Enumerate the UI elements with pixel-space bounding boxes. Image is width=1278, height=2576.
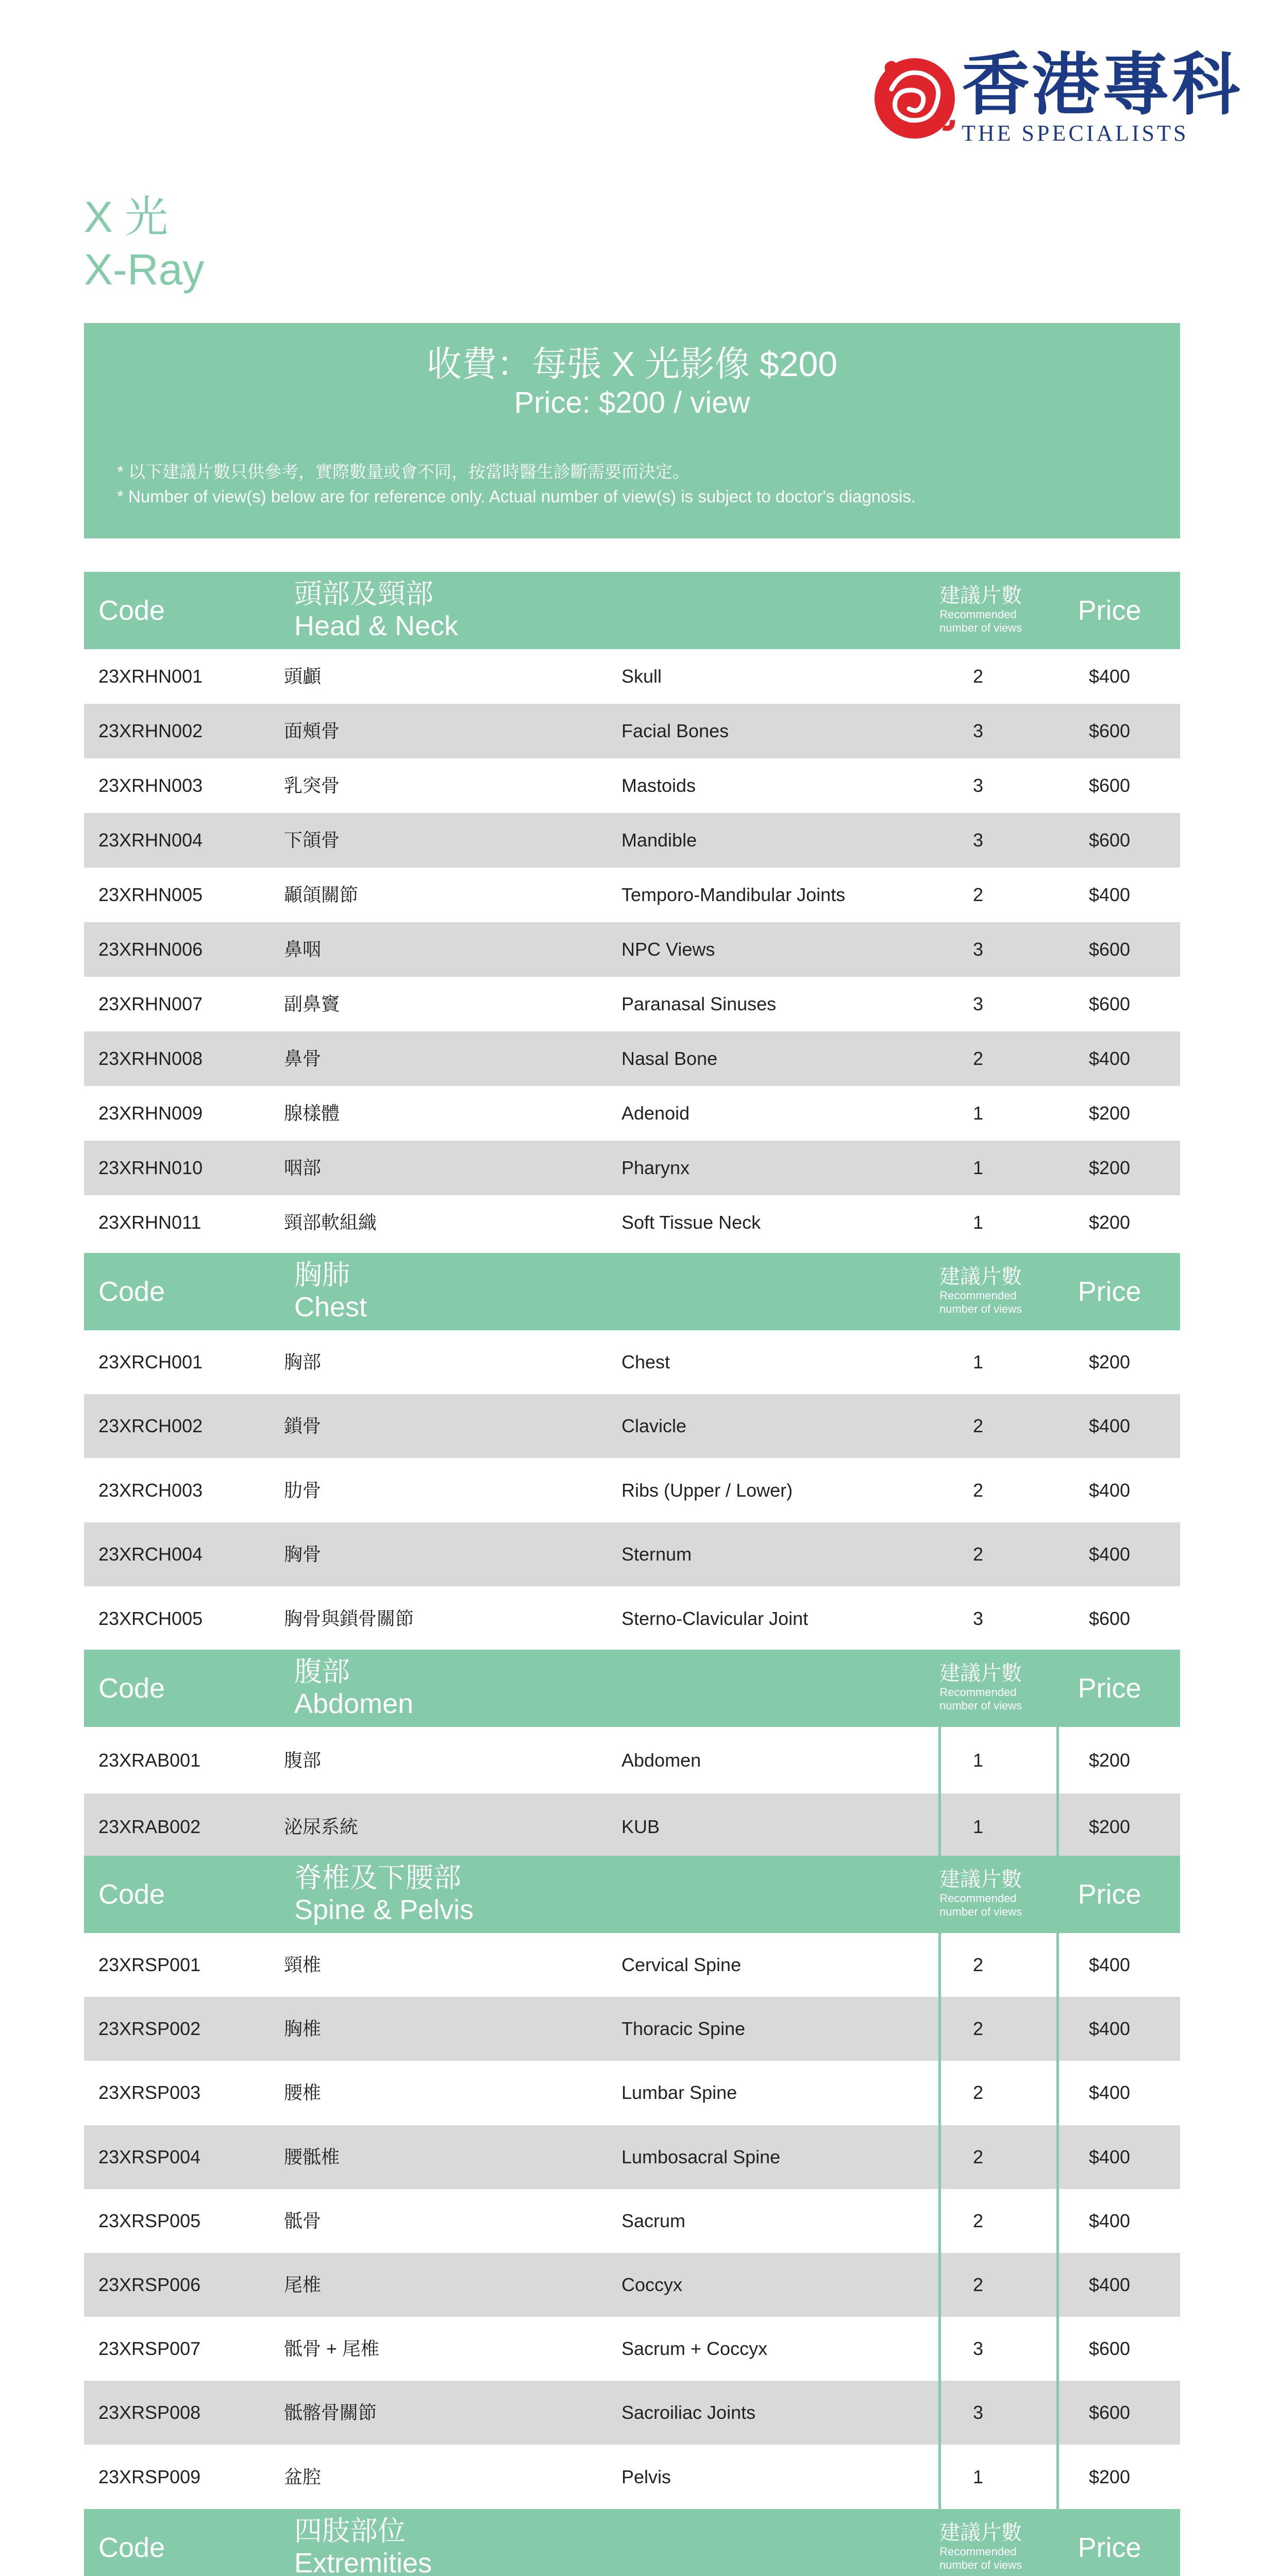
table-row (84, 2253, 1180, 2317)
row-english-name: Coccyx (621, 2274, 683, 2295)
row-code: 23XRCH003 (98, 1480, 203, 1501)
row-views: 1 (972, 1816, 984, 1837)
row-chinese-name: 盆腔 (284, 2466, 322, 2487)
row-chinese-name: 鼻骨 (284, 1048, 322, 1069)
row-code: 23XRHN006 (98, 939, 203, 960)
row-price: $600 (1088, 720, 1131, 741)
row-code: 23XRCH005 (98, 1608, 203, 1629)
page-title-chinese: X 光 (84, 193, 169, 241)
row-price: $600 (1088, 2402, 1131, 2423)
row-english-name: KUB (621, 1816, 660, 1837)
code-column-header: Code (98, 2532, 165, 2563)
views-header-chinese: 建議片數 (939, 1868, 1022, 1891)
row-chinese-name: 頭顱 (284, 666, 322, 687)
section-title-chinese: 脊椎及下腰部 (294, 1862, 461, 1893)
row-code: 23XRHN004 (98, 829, 203, 851)
logo-english-name: THE SPECIALISTS (962, 121, 1189, 146)
views-column-header (939, 1264, 1022, 1316)
row-code: 23XRSP008 (98, 2402, 201, 2423)
logo-chinese-name: 香港專科 (962, 45, 1242, 125)
row-views: 3 (972, 720, 984, 741)
views-column-header (939, 1661, 1022, 1713)
row-price: $400 (1088, 2082, 1131, 2103)
price-divider-line (1056, 1727, 1059, 1856)
row-views: 2 (972, 884, 984, 905)
row-code: 23XRHN007 (98, 993, 203, 1014)
row-english-name: Paranasal Sinuses (621, 993, 777, 1014)
section-header (84, 572, 1180, 649)
section-header (84, 2509, 1180, 2576)
row-views: 3 (972, 2402, 984, 2423)
views-header-english-1: Recommended (939, 1892, 1017, 1905)
row-code: 23XRAB002 (98, 1816, 201, 1837)
row-english-name: Sterno-Clavicular Joint (621, 1608, 809, 1629)
row-code: 23XRHN011 (98, 1212, 201, 1233)
page-title-english: X-Ray (84, 245, 205, 294)
price-column-header: Price (1078, 1673, 1141, 1704)
row-views: 2 (972, 2274, 984, 2295)
views-column-header (939, 583, 1022, 635)
table-row (84, 2317, 1180, 2381)
row-code: 23XRHN010 (98, 1157, 203, 1178)
banner-price-english: Price: $200 / view (514, 386, 750, 419)
row-code: 23XRCH004 (98, 1544, 203, 1565)
row-chinese-name: 顳頜關節 (284, 884, 359, 905)
table-row (84, 2061, 1180, 2125)
row-code: 23XRSP007 (98, 2338, 201, 2359)
row-chinese-name: 咽部 (284, 1157, 322, 1178)
row-code: 23XRSP006 (98, 2274, 201, 2295)
row-chinese-name: 肋骨 (284, 1480, 322, 1501)
price-column-header: Price (1078, 1879, 1141, 1910)
section-title-english: Extremities (294, 2548, 432, 2576)
price-column-header: Price (1078, 595, 1141, 626)
banner-note-chinese: * 以下建議片數只供參考，實際數量或會不同，按當時醫生診斷需要而決定。 (117, 462, 690, 481)
row-english-name: Facial Bones (621, 720, 729, 741)
row-views: 3 (972, 993, 984, 1014)
views-column-header (939, 2520, 1022, 2572)
price-column-header: Price (1078, 2532, 1141, 2563)
row-english-name: Lumbosacral Spine (621, 2146, 781, 2167)
price-divider-line (1056, 1933, 1059, 2509)
row-code: 23XRAB001 (98, 1750, 201, 1771)
row-views: 2 (972, 2082, 984, 2103)
row-price: $200 (1088, 1103, 1131, 1124)
row-price: $600 (1088, 829, 1131, 851)
row-english-name: Chest (621, 1351, 670, 1372)
section-title (294, 1862, 474, 1926)
row-price: $600 (1088, 1608, 1131, 1629)
row-price: $200 (1088, 1351, 1131, 1372)
row-chinese-name: 面頰骨 (284, 720, 340, 741)
code-column-header: Code (98, 595, 165, 626)
row-english-name: Thoracic Spine (621, 2018, 746, 2039)
table-row (84, 1086, 1180, 1141)
section-title-chinese: 胸肺 (294, 1260, 350, 1291)
banner-note-english: * Number of view(s) below are for reference only. Actual number of view(s) is subject to doctor's diagnosis. (117, 487, 916, 506)
row-english-name: Nasal Bone (621, 1048, 718, 1069)
views-column-header (939, 1867, 1022, 1919)
row-chinese-name: 鼻咽 (284, 939, 322, 960)
row-views: 2 (972, 1048, 984, 1069)
row-chinese-name: 骶骨 + 尾椎 (284, 2338, 380, 2359)
section-title-chinese: 頭部及頸部 (294, 579, 433, 609)
code-column-header: Code (98, 1879, 165, 1910)
row-english-name: Sacrum + Coccyx (621, 2338, 768, 2359)
row-views: 2 (972, 2018, 984, 2039)
row-english-name: Pharynx (621, 1157, 690, 1178)
section-title-chinese: 四肢部位 (294, 2516, 406, 2547)
table-row (84, 758, 1180, 813)
row-chinese-name: 腹部 (284, 1750, 322, 1771)
row-chinese-name: 乳突骨 (284, 775, 340, 796)
row-chinese-name: 腰骶椎 (284, 2146, 340, 2167)
row-views: 1 (972, 1103, 984, 1124)
row-english-name: Sternum (621, 1544, 692, 1565)
table-row (84, 1459, 1180, 1522)
row-chinese-name: 腰椎 (284, 2082, 322, 2103)
section-title-english: Chest (294, 1292, 367, 1323)
row-views: 1 (972, 1212, 984, 1233)
section-title (294, 1656, 413, 1720)
row-price: $400 (1088, 1415, 1131, 1436)
row-english-name: Cervical Spine (621, 1954, 742, 1975)
row-english-name: Sacrum (621, 2210, 686, 2231)
table-row (84, 1031, 1180, 1086)
row-price: $400 (1088, 2210, 1131, 2231)
row-views: 1 (972, 2466, 984, 2487)
row-views: 3 (972, 1608, 984, 1629)
table-row (84, 977, 1180, 1031)
row-english-name: Soft Tissue Neck (621, 1212, 761, 1233)
row-code: 23XRCH001 (98, 1351, 203, 1372)
row-views: 2 (972, 1544, 984, 1565)
row-code: 23XRHN008 (98, 1048, 203, 1069)
row-views: 2 (972, 1480, 984, 1501)
code-column-header: Code (98, 1673, 165, 1704)
row-views: 2 (972, 2210, 984, 2231)
row-chinese-name: 泌尿系統 (284, 1816, 359, 1837)
row-english-name: Abdomen (621, 1750, 701, 1771)
row-chinese-name: 下頜骨 (284, 829, 340, 851)
table-row (84, 649, 1180, 704)
row-views: 1 (972, 1157, 984, 1178)
row-price: $400 (1088, 2146, 1131, 2167)
row-price: $400 (1088, 1048, 1131, 1069)
row-price: $200 (1088, 1157, 1131, 1178)
row-chinese-name: 胸骨與鎖骨關節 (284, 1608, 414, 1629)
row-price: $400 (1088, 2018, 1131, 2039)
row-chinese-name: 骶骨 (284, 2210, 322, 2231)
table-row (84, 2189, 1180, 2253)
table-row (84, 813, 1180, 868)
row-code: 23XRSP009 (98, 2466, 201, 2487)
table-row (84, 1997, 1180, 2061)
row-code: 23XRSP004 (98, 2146, 201, 2167)
table-row (84, 868, 1180, 922)
views-header-chinese: 建議片數 (939, 1265, 1022, 1288)
row-english-name: Mandible (621, 829, 697, 851)
views-header-english-1: Recommended (939, 2545, 1017, 2558)
views-header-chinese: 建議片數 (939, 1662, 1022, 1685)
row-english-name: Ribs (Upper / Lower) (621, 1480, 793, 1501)
section-title-english: Head & Neck (294, 611, 459, 641)
row-chinese-name: 頸部軟組織 (284, 1212, 377, 1233)
section-title-chinese: 腹部 (294, 1656, 350, 1687)
row-views: 2 (972, 666, 984, 687)
views-divider-line (938, 1933, 941, 2509)
section-header (84, 1856, 1180, 1933)
row-price: $400 (1088, 2274, 1131, 2295)
table-row (84, 1793, 1180, 1860)
banner-price-chinese: 收費：每張 X 光影像 $200 (426, 345, 838, 384)
row-chinese-name: 鎖骨 (284, 1415, 322, 1436)
row-code: 23XRHN001 (98, 666, 203, 687)
row-code: 23XRSP001 (98, 1954, 201, 1975)
table-row (84, 704, 1180, 758)
row-views: 3 (972, 2338, 984, 2359)
views-header-chinese: 建議片數 (939, 584, 1022, 607)
views-header-chinese: 建議片數 (939, 2521, 1022, 2544)
views-header-english-2: number of views (939, 1905, 1022, 1918)
table-row (84, 1394, 1180, 1458)
views-divider-line (938, 1727, 941, 1856)
row-english-name: Lumbar Spine (621, 2082, 737, 2103)
row-price: $400 (1088, 1480, 1131, 1501)
row-code: 23XRSP003 (98, 2082, 201, 2103)
table-row (84, 2445, 1180, 2509)
section-header (84, 1253, 1180, 1330)
row-english-name: Skull (621, 666, 662, 687)
price-table (84, 0, 1180, 2576)
section-title-english: Spine & Pelvis (294, 1894, 474, 1925)
row-price: $600 (1088, 993, 1131, 1014)
row-chinese-name: 胸部 (284, 1351, 322, 1372)
section-header (84, 1650, 1180, 1727)
row-code: 23XRHN003 (98, 775, 203, 796)
row-english-name: Adenoid (621, 1103, 690, 1124)
section-title (294, 2515, 432, 2576)
views-header-english-2: number of views (939, 621, 1022, 634)
row-price: $400 (1088, 884, 1131, 905)
price-column-header: Price (1078, 1276, 1141, 1307)
row-price: $600 (1088, 775, 1131, 796)
row-views: 3 (972, 775, 984, 796)
table-row (84, 1933, 1180, 1997)
row-chinese-name: 胸椎 (284, 2018, 322, 2039)
row-price: $200 (1088, 1816, 1131, 1837)
row-price: $400 (1088, 1544, 1131, 1565)
row-chinese-name: 胸骨 (284, 1544, 322, 1565)
row-chinese-name: 腺樣體 (284, 1103, 340, 1124)
views-header-english-2: number of views (939, 1302, 1022, 1315)
table-row (84, 922, 1180, 977)
row-english-name: Sacroiliac Joints (621, 2402, 756, 2423)
section-title (294, 578, 458, 642)
table-row (84, 1195, 1180, 1250)
table-row (84, 1141, 1180, 1195)
row-code: 23XRHN002 (98, 720, 203, 741)
row-views: 2 (972, 1415, 984, 1436)
table-row (84, 1522, 1180, 1586)
section-title-english: Abdomen (294, 1688, 414, 1719)
row-english-name: Pelvis (621, 2466, 671, 2487)
row-english-name: NPC Views (621, 939, 715, 960)
row-views: 1 (972, 1750, 984, 1771)
row-english-name: Mastoids (621, 775, 696, 796)
table-row (84, 2381, 1180, 2445)
views-header-english-1: Recommended (939, 1686, 1017, 1699)
row-code: 23XRSP005 (98, 2210, 201, 2231)
row-code: 23XRCH002 (98, 1415, 203, 1436)
row-english-name: Clavicle (621, 1415, 687, 1436)
views-header-english-2: number of views (939, 1699, 1022, 1712)
views-header-english-1: Recommended (939, 1289, 1017, 1302)
code-column-header: Code (98, 1276, 165, 1307)
row-chinese-name: 頸椎 (284, 1954, 322, 1975)
row-code: 23XRHN009 (98, 1103, 203, 1124)
row-chinese-name: 尾椎 (284, 2274, 322, 2295)
table-row (84, 1330, 1180, 1394)
row-views: 3 (972, 939, 984, 960)
row-code: 23XRHN005 (98, 884, 203, 905)
row-views: 2 (972, 2146, 984, 2167)
row-price: $600 (1088, 2338, 1131, 2359)
row-code: 23XRSP002 (98, 2018, 201, 2039)
row-chinese-name: 骶髂骨關節 (284, 2402, 377, 2423)
views-header-english-2: number of views (939, 2558, 1022, 2571)
row-price: $200 (1088, 2466, 1131, 2487)
row-views: 2 (972, 1954, 984, 1975)
row-price: $400 (1088, 666, 1131, 687)
row-price: $400 (1088, 1954, 1131, 1975)
section-title (294, 1259, 367, 1323)
table-row (84, 1587, 1180, 1651)
table-row (84, 2125, 1180, 2189)
row-english-name: Temporo-Mandibular Joints (621, 884, 846, 905)
table-row (84, 1727, 1180, 1793)
row-views: 3 (972, 829, 984, 851)
row-price: $600 (1088, 939, 1131, 960)
row-price: $200 (1088, 1212, 1131, 1233)
row-views: 1 (972, 1351, 984, 1372)
views-header-english-1: Recommended (939, 608, 1017, 621)
row-price: $200 (1088, 1750, 1131, 1771)
row-chinese-name: 副鼻竇 (284, 993, 340, 1014)
